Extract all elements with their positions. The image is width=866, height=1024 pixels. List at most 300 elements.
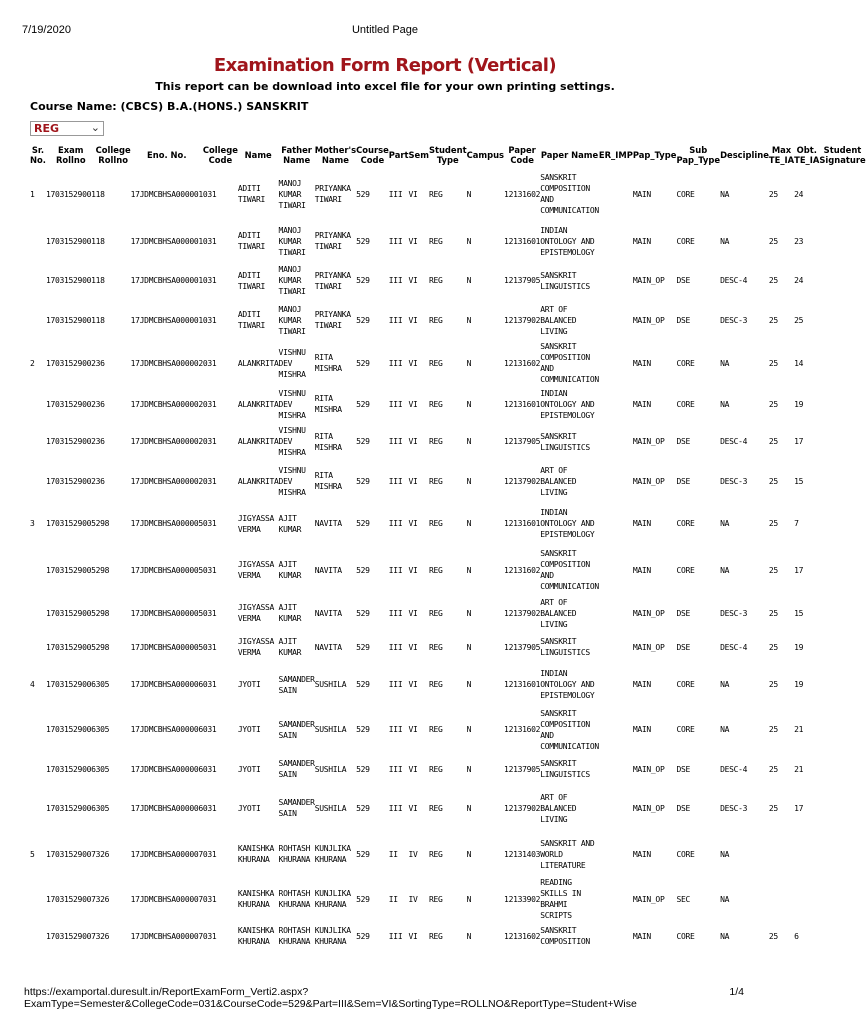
table-cell: 18 [95,189,105,199]
table-cell: 17031529002 [45,399,96,409]
table-cell: MAIN [632,680,651,689]
table-cell: 031 [202,476,217,486]
table-cell: 25 [768,236,778,246]
column-header: Student Type [428,145,467,165]
table-cell: KUNJLIKA KHURANA [314,844,351,864]
column-header: Course Code [356,145,389,165]
table-cell: 305 [95,680,110,689]
table-cell [819,220,865,262]
table-cell: IV [408,849,418,859]
table-cell: 19 [794,399,804,409]
table-cell: 12131602 [504,931,541,941]
table-cell: ART OF BALANCED LIVING [540,304,577,336]
table-cell: JIGYASSA VERMA [237,560,275,580]
table-cell: 17 [794,565,804,575]
table-cell: 25 [768,565,778,575]
table-cell: REG [428,764,443,774]
table-cell: DESC-3 [720,803,748,813]
table-cell: DESC-4 [720,764,748,774]
table-cell: SAMANDER SAIN [278,759,315,779]
table-cell: N [466,399,472,409]
table-cell: SUSHILA [314,764,347,774]
table-row [30,595,866,631]
table-cell: VI [408,565,418,575]
table-cell: 17031529002 [45,476,96,486]
table-cell: 1 [30,189,35,199]
table-cell: CORE [676,399,695,409]
exam-type-select[interactable] [30,121,104,136]
table-cell: NA [720,236,730,246]
table-cell: 12137902 [504,315,541,325]
table-cell: 25 [768,358,778,368]
table-cell [794,831,819,877]
table-cell [30,631,46,663]
table-cell: JIGYASSA VERMA [237,637,275,657]
table-row [30,706,866,753]
table-cell: 12137905 [504,276,541,285]
table-cell [819,299,865,341]
table-cell: 529 [356,358,370,368]
table-cell: ROHTASH KHURANA [278,844,311,864]
table-cell: REG [428,680,443,689]
table-cell: 17JDMCBHSA000007 [130,849,203,859]
table-cell: RITA MISHRA [314,394,342,414]
table-cell: NA [720,931,730,941]
table-cell: N [466,608,472,618]
table-cell: III [388,764,403,774]
table-cell: 17JDMCBHSA000007 [130,894,203,904]
table-cell: VI [408,189,418,199]
table-cell: PRIYANKA TIWARI [314,184,351,204]
table-cell: VI [408,519,418,528]
table-cell: VI [408,931,418,941]
table-cell [819,385,865,423]
table-cell: SAMANDER SAIN [278,674,315,695]
table-cell: MAIN_OP [632,276,665,285]
column-header: Mother's Name [314,145,357,165]
table-cell: 17031529005 [45,642,96,652]
table-cell: 031 [202,519,217,528]
column-header: Sem [408,150,429,160]
table-cell: 031 [202,399,217,409]
table-cell: VI [408,476,418,486]
column-header: College Rollno [95,145,131,165]
table-cell: 298 [95,642,110,652]
table-cell: 031 [202,358,217,368]
table-cell: REG [428,189,443,199]
table-cell: NA [720,680,730,689]
table-cell: SANSKRIT COMPOSITION AND COMMUNICATION [540,708,599,751]
table-cell: 7 [794,519,799,528]
table-cell: REG [428,236,443,246]
table-cell [599,706,633,753]
table-cell: MANOJ KUMAR TIWARI [278,178,306,210]
table-cell: III [388,437,403,446]
table-cell: NA [720,849,730,859]
table-row [30,831,866,877]
table-cell: 36 [95,476,105,486]
table-cell [819,595,865,631]
table-cell: 25 [768,642,778,652]
table-cell: III [388,642,403,652]
table-cell: 17JDMCBHSA000006 [130,764,203,774]
table-cell: JIGYASSA VERMA [237,603,275,623]
table-row [30,341,866,385]
table-cell: 12131602 [504,725,541,734]
table-row [30,502,866,545]
table-cell: ADITI TIWARI [237,270,265,291]
column-header: Exam Rollno [55,145,86,165]
table-cell: SANSKRIT LINGUISTICS [540,270,590,291]
table-cell: REG [428,725,443,734]
table-cell [819,341,865,385]
table-cell: DESC-4 [720,642,748,652]
table-cell: AJIT KUMAR [278,603,302,623]
table-cell: MAIN [632,236,651,246]
table-cell: 19 [794,680,804,689]
table-cell: CORE [676,519,695,528]
table-cell: REG [428,931,443,941]
table-cell: 17 [794,803,804,813]
table-cell: 25 [768,803,778,813]
table-cell: INDIAN ONTOLOGY AND EPISTEMOLOGY [540,508,595,539]
table-cell: 17JDMCBHSA000006 [130,803,203,813]
table-cell: VI [408,680,418,689]
table-cell: 5 [30,849,35,859]
column-header: Father Name [281,145,312,165]
table-cell: 25 [768,680,778,689]
table-cell: VI [408,358,418,368]
table-cell: 17031529001 [45,236,96,246]
table-cell: NAVITA [314,642,342,652]
table-cell: JYOTI [237,803,261,813]
column-header: Max TE_IA [768,145,795,165]
table-row [30,785,866,831]
table-cell: 12131601 [504,399,541,409]
table-cell: 15 [794,608,804,618]
table-cell: 17JDMCBHSA000006 [130,680,203,689]
table-cell: ALANKRITA [237,358,279,368]
table-cell: VISHNU DEV MISHRA [278,388,306,420]
report-subtitle: This report can be download into excel file for your own printing settings. [155,80,615,93]
table-cell: II [388,849,398,859]
footer-url: https://examportal.duresult.in/ReportExamForm_Verti2.aspx?ExamType=Semester&CollegeCode=031&CourseCode=529&Part=III&Sem=VI&SortingType=ROLLNO&ReportType=Student+Wise [24,986,637,1010]
table-cell [30,385,46,423]
table-cell: 17JDMCBHSA000006 [130,725,203,734]
table-cell: 17JDMCBHSA000002 [130,399,203,409]
table-cell: 031 [202,849,217,859]
table-cell: III [388,315,403,325]
table-cell [599,341,633,385]
table-cell [30,545,46,595]
table-cell: ALANKRITA [237,399,279,409]
table-row [30,262,866,299]
column-header: Eno. No. [147,150,187,160]
table-cell: VI [408,803,418,813]
table-cell: 12133902 [504,894,541,904]
table-cell: DSE [676,476,691,486]
exam-type-select-value: REG [34,122,60,135]
table-cell: 12131601 [504,680,541,689]
column-header: College Code [202,145,238,165]
table-cell: CORE [676,565,695,575]
table-cell: N [466,476,472,486]
table-cell: REG [428,642,443,652]
table-cell: III [388,931,403,941]
table-cell: 25 [794,315,804,325]
table-cell: 12137905 [504,764,541,774]
table-cell [599,423,633,460]
column-header: Obt. TE_IA [794,145,820,165]
table-cell: AJIT KUMAR [278,560,302,580]
table-cell: INDIAN ONTOLOGY AND EPISTEMOLOGY [540,225,595,257]
table-cell: ADITI TIWARI [237,184,265,204]
table-cell: N [466,680,472,689]
table-cell: 17031529001 [45,189,96,199]
table-cell: 17 [794,437,804,446]
table-cell: SANSKRIT COMPOSITION AND COMMUNICATION [540,173,599,215]
table-cell: SAMANDER SAIN [278,798,315,818]
column-header: Name [244,150,272,160]
table-cell [30,423,46,460]
table-cell: III [388,358,403,368]
table-cell: CORE [676,725,695,734]
course-name: Course Name: (CBCS) B.A.(HONS.) SANSKRIT [30,100,309,113]
table-cell: 25 [768,476,778,486]
table-cell: 17031529001 [45,315,96,325]
table-cell: 529 [356,519,370,528]
table-cell [30,262,46,299]
table-cell [599,385,633,423]
table-cell: DSE [676,276,691,285]
table-cell: MAIN_OP [632,764,665,774]
table-cell: 21 [794,725,804,734]
table-cell: 17JDMCBHSA000005 [130,519,203,528]
table-cell: 4 [30,680,35,689]
table-cell: JIGYASSA VERMA [237,513,275,534]
table-cell: 031 [202,315,217,325]
column-header: ER_IMP [598,150,633,160]
table-cell: III [388,680,403,689]
table-cell: NA [720,725,730,734]
table-cell: MAIN_OP [632,803,665,813]
table-cell [819,460,865,502]
table-cell: 326 [95,931,110,941]
table-cell: 529 [356,680,370,689]
table-cell [599,921,633,951]
table-cell: 25 [768,608,778,618]
table-cell: 17JDMCBHSA000002 [130,437,203,446]
table-cell [30,706,46,753]
table-cell: 17JDMCBHSA000001 [130,276,203,285]
table-cell: VISHNU DEV MISHRA [278,426,306,457]
table-cell: DSE [676,437,691,446]
table-cell: 529 [356,608,370,618]
table-cell: SUSHILA [314,725,347,734]
table-cell: KUNJLIKA KHURANA [314,889,351,909]
table-cell: 529 [356,236,370,246]
column-header: Sr. No. [30,145,46,165]
table-cell [769,831,794,877]
table-cell: 529 [356,642,370,652]
column-header: Paper Name [540,150,599,160]
table-cell [599,631,633,663]
table-cell [599,753,633,785]
table-cell: KUNJLIKA KHURANA [314,926,351,946]
table-cell: 17JDMCBHSA000001 [130,236,203,246]
table-cell: 17031529006 [45,803,96,813]
table-cell [30,753,46,785]
table-cell: III [388,276,403,285]
table-cell: 031 [202,642,217,652]
table-cell: 12137902 [504,476,541,486]
table-cell: MAIN_OP [632,608,665,618]
table-cell: NAVITA [314,519,342,528]
table-cell: 529 [356,764,370,774]
table-cell: NA [720,519,730,528]
table-cell: DSE [676,803,691,813]
table-cell: REG [428,358,443,368]
table-cell [769,877,794,921]
table-cell [30,299,46,341]
table-cell: 25 [768,931,778,941]
table-cell: 17JDMCBHSA000005 [130,642,203,652]
print-date: 7/19/2020 [22,24,71,36]
table-cell [819,877,865,921]
table-cell: 031 [202,608,217,618]
table-cell: REG [428,276,443,285]
table-cell: MAIN [632,849,651,859]
table-cell: MAIN [632,399,651,409]
table-cell: 17031529006 [45,764,96,774]
table-cell: 25 [768,189,778,199]
table-cell: 24 [794,189,804,199]
table-cell: NA [720,894,730,904]
table-cell: 031 [202,437,217,446]
table-cell [30,921,46,951]
table-cell: N [466,725,472,734]
table-cell: SANSKRIT AND WORLD LITERATURE [540,838,595,870]
table-cell: 18 [95,236,105,246]
table-cell [30,220,46,262]
table-cell: 031 [202,565,217,575]
table-cell: REG [428,399,443,409]
table-cell: 17031529007 [45,849,96,859]
table-cell: NA [720,399,730,409]
table-cell: MAIN_OP [632,476,665,486]
table-cell: 031 [202,680,217,689]
table-cell: 17031529005 [45,608,96,618]
table-cell: 529 [356,276,370,285]
table-cell: 298 [95,608,110,618]
table-cell: 529 [356,803,370,813]
table-cell: 305 [95,725,110,734]
table-cell: N [466,931,472,941]
table-cell: 12131601 [504,519,541,528]
table-cell: 17JDMCBHSA000005 [130,565,203,575]
table-cell: N [466,894,472,904]
table-cell: VISHNU DEV MISHRA [278,465,306,497]
table-cell [599,595,633,631]
table-cell [599,262,633,299]
table-cell: 529 [356,189,370,199]
table-cell: VI [408,725,418,734]
table-cell: 529 [356,931,370,941]
table-cell: N [466,437,472,446]
table-cell: CORE [676,189,695,199]
table-cell: IV [408,894,418,904]
table-row [30,168,866,220]
table-cell: ALANKRITA [237,476,279,486]
table-cell: 12131403 [504,849,541,859]
table-cell: 031 [202,236,217,246]
table-cell: 12131602 [504,358,541,368]
table-cell: MAIN_OP [632,315,665,325]
table-cell: MANOJ KUMAR TIWARI [278,265,306,296]
table-cell: CORE [676,849,695,859]
table-cell: 17031529002 [45,437,96,446]
table-cell: VISHNU DEV MISHRA [278,347,306,379]
table-cell: N [466,565,472,575]
table-cell: ADITI TIWARI [237,310,265,330]
table-cell: 031 [202,803,217,813]
table-cell [599,877,633,921]
table-cell: 17JDMCBHSA000001 [130,315,203,325]
table-cell [819,423,865,460]
table-cell: MAIN [632,931,651,941]
table-cell [819,753,865,785]
table-cell: JYOTI [237,725,261,734]
table-cell: VI [408,315,418,325]
table-cell: ADITI TIWARI [237,231,265,251]
table-cell: 17031529002 [45,358,96,368]
table-cell: 2 [30,358,35,368]
table-cell: VI [408,437,418,446]
table-row [30,299,866,341]
table-cell: SUSHILA [314,680,347,689]
table-cell: III [388,236,403,246]
table-cell: 326 [95,849,110,859]
table-cell: VI [408,608,418,618]
table-cell: NAVITA [314,565,342,575]
table-cell [30,460,46,502]
table-cell: III [388,803,403,813]
table-cell: 17031529005 [45,519,96,528]
table-cell: 12131602 [504,189,541,199]
table-cell: III [388,565,403,575]
table-row [30,631,866,663]
table-cell: III [388,725,403,734]
table-cell: 12131601 [504,236,541,246]
table-cell: 25 [768,764,778,774]
table-cell: SEC [676,894,691,904]
table-cell: VI [408,236,418,246]
table-cell: MAIN [632,189,651,199]
table-cell [819,785,865,831]
table-cell: DESC-3 [720,476,748,486]
table-cell: REG [428,894,443,904]
table-cell: 529 [356,399,370,409]
table-cell: N [466,519,472,528]
table-cell [819,706,865,753]
table-cell: SANSKRIT COMPOSITION AND COMMUNICATION [540,549,599,591]
table-cell: 18 [95,315,105,325]
table-row [30,423,866,460]
table-cell: N [466,189,472,199]
table-cell: III [388,189,403,199]
table-cell: REG [428,608,443,618]
table-cell: ART OF BALANCED LIVING [540,792,577,824]
